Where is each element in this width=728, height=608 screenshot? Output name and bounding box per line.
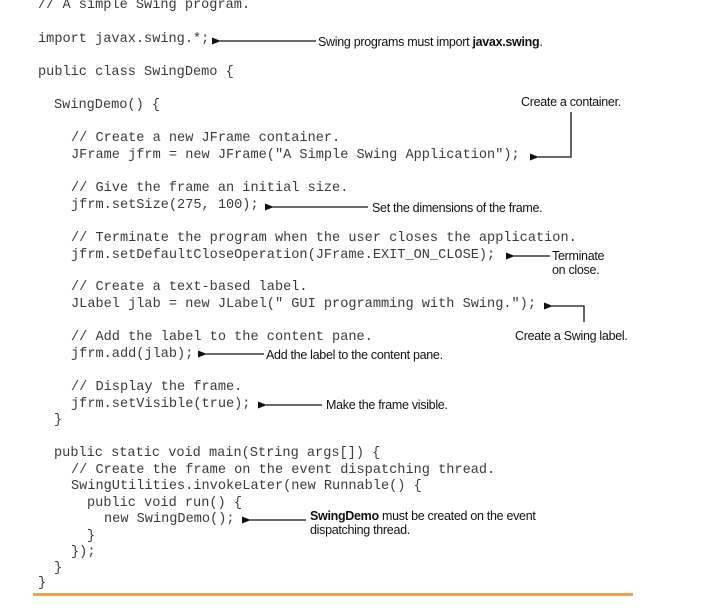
code-comment-label: // Create a text-based label. xyxy=(71,280,308,295)
annotation-set-visible: Make the frame visible. xyxy=(326,398,448,412)
code-setsize: jfrm.setSize(275, 100); xyxy=(71,198,259,213)
annotation-edt-line2: dispatching thread. xyxy=(310,523,410,537)
annotation-terminate-line1: Terminate xyxy=(552,249,605,263)
annotation-add-label: Add the label to the content pane. xyxy=(266,348,443,362)
code-jlabel-create: JLabel jlab = new JLabel(" GUI programming with Swing."); xyxy=(71,297,536,312)
code-new-swingdemo: new SwingDemo(); xyxy=(104,512,235,527)
code-constructor-close: } xyxy=(54,413,63,428)
code-setvisible: jfrm.setVisible(true); xyxy=(71,397,251,412)
code-constructor-decl: SwingDemo() { xyxy=(54,98,161,113)
code-class-decl: public class SwingDemo { xyxy=(38,65,234,80)
code-import: import javax.swing.*; xyxy=(38,32,210,47)
bottom-rule xyxy=(33,593,633,596)
code-run-decl: public void run() { xyxy=(87,496,242,511)
code-comment-add: // Add the label to the content pane. xyxy=(71,330,373,345)
code-main-decl: public static void main(String args[]) { xyxy=(54,446,381,461)
annotation-create-label: Create a Swing label. xyxy=(515,329,628,343)
code-comment-size: // Give the frame an initial size. xyxy=(71,181,349,196)
code-jframe-create: JFrame jfrm = new JFrame("A Simple Swing Application"); xyxy=(71,148,520,163)
arrow-create-container xyxy=(538,112,571,157)
arrow-create-label xyxy=(552,306,584,322)
annotation-create-container: Create a container. xyxy=(521,95,621,109)
code-comment-jframe: // Create a new JFrame container. xyxy=(71,131,341,146)
annotation-set-size: Set the dimensions of the frame. xyxy=(372,201,543,215)
code-comment-display: // Display the frame. xyxy=(71,380,243,395)
code-run-close: } xyxy=(87,529,96,544)
annotation-edt-suffix: must be created on the event xyxy=(378,509,536,523)
annotation-edt-classname: SwingDemo xyxy=(310,509,379,523)
annotation-import-package: javax.swing xyxy=(472,35,540,49)
code-runnable-close: }); xyxy=(71,545,96,560)
code-main-close: } xyxy=(54,561,63,576)
code-comment-edt: // Create the frame on the event dispatching thread. xyxy=(71,463,496,478)
code-comment-title: // A simple Swing program. xyxy=(38,0,251,13)
code-setdefaultclose: jfrm.setDefaultCloseOperation(JFrame.EXIT_ON_CLOSE); xyxy=(71,248,496,263)
code-class-close: } xyxy=(38,576,47,591)
annotation-import-suffix: . xyxy=(539,35,543,49)
code-comment-terminate: // Terminate the program when the user closes the application. xyxy=(71,231,577,246)
annotation-terminate-line2: on close. xyxy=(552,263,600,277)
code-add-label: jfrm.add(jlab); xyxy=(71,347,194,362)
annotation-import-prefix: Swing programs must import xyxy=(318,35,473,49)
code-invokelater: SwingUtilities.invokeLater(new Runnable() { xyxy=(71,479,422,494)
